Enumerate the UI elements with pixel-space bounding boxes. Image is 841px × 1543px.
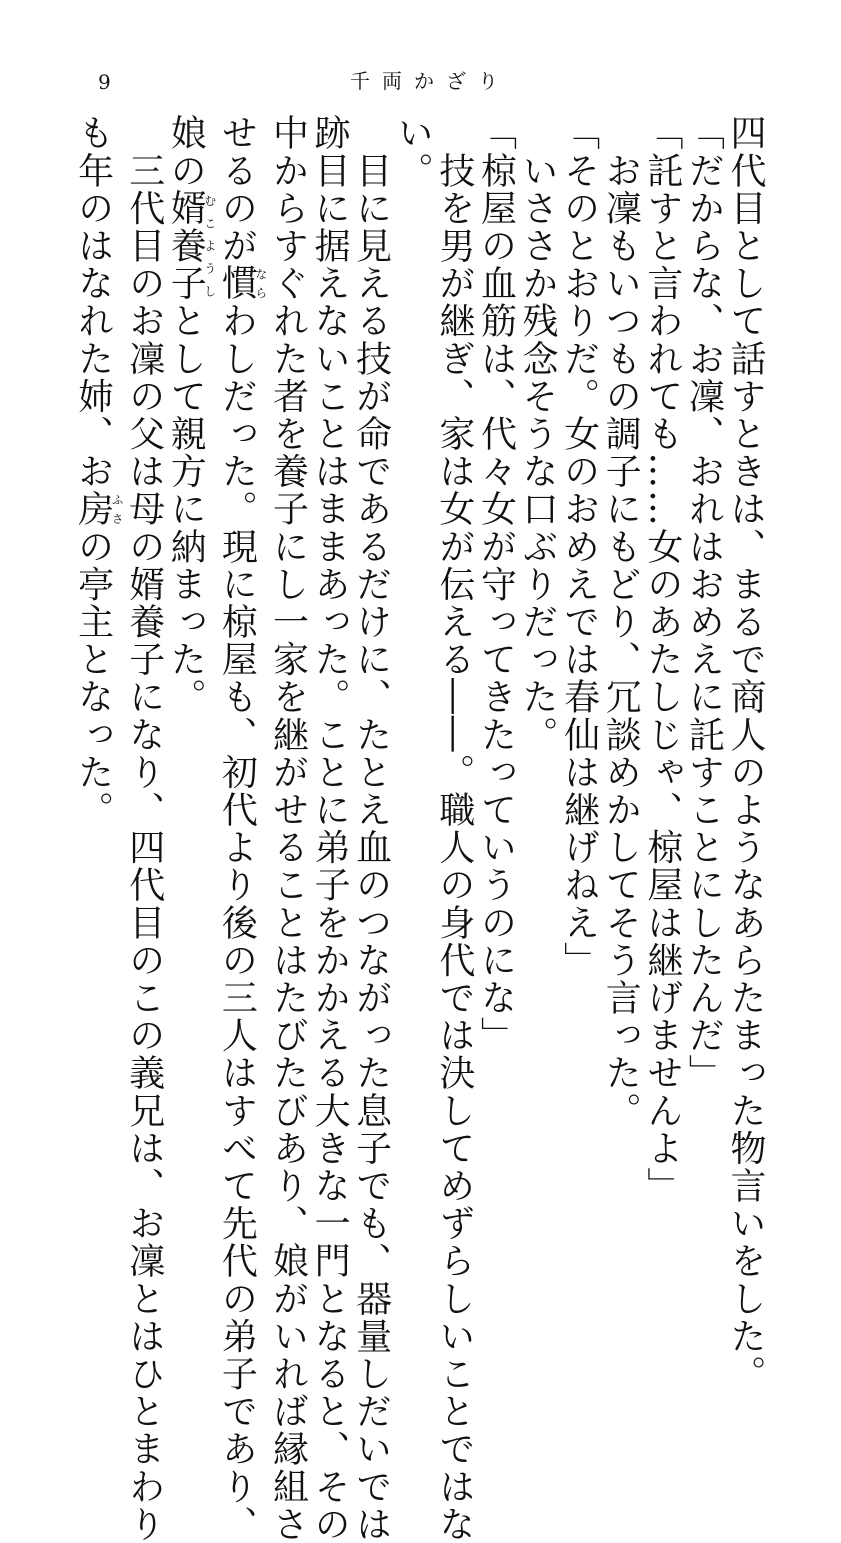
- ruby-reading: なら: [253, 264, 268, 302]
- text-line: 技を男が継ぎ、家は女が伝える――。職人の身代では決してめずらしいことではな: [433, 114, 475, 1543]
- ruby-reading: ふさ: [110, 490, 125, 528]
- body-text: [72, 114, 766, 1543]
- text-line: 「託すと言われても……女のあたしじゃ、椋屋は継げませんよ」: [641, 114, 683, 1205]
- text-line: 娘の婿養子むこようしとして親方に納まった。: [165, 114, 217, 716]
- text-line: 三代目のお凜の父は母の婿養子になり、四代目のこの義兄は、お凜とはひとまわり: [123, 114, 165, 1543]
- text-line: 「そのとおりだ。女のおめえでは春仙は継げねえ」: [558, 114, 600, 979]
- text-line: お凜もいつもの調子にもどり、冗談めかしてそう言った。: [600, 114, 642, 1130]
- page-number: 9: [98, 70, 111, 94]
- text-line: せるのが慣ならわしだった。現に椋屋も、初代より後の三人はすべて先代の弟子であり、: [216, 114, 268, 1543]
- text-line: いささか残念そうな口ぶりだった。: [517, 114, 559, 754]
- ruby-annotation: 慣なら: [216, 264, 268, 303]
- text-line: 「椋屋の血筋は、代々女が守ってきたっていうのにな」: [475, 114, 517, 1054]
- running-title: 千両かざり: [350, 69, 510, 93]
- text-line: 跡目に据えないことはままあった。ことに弟子をかかえる大きな一門となると、その: [309, 114, 351, 1543]
- text-line: 四代目として話すときは、まるで商人のようなあらたまった物言いをした。: [725, 114, 766, 1393]
- text-line: も年のはなれた姉、お房ふさの亭主となった。: [72, 114, 125, 829]
- ruby-annotation: 婿養子むこようし: [165, 189, 217, 303]
- ruby-reading: むこようし: [202, 189, 217, 303]
- text-line: 中からすぐれた者を養子にし一家を継がせることはたびたびあり、娘がいれば縁組さ: [267, 114, 309, 1543]
- text-line: 「だからな、お凜、おれはおめえに託すことにしたんだ」: [683, 114, 725, 1092]
- text-line: 目に見える技が命であるだけに、たとえ血のつながった息子でも、器量しだいでは: [350, 114, 392, 1543]
- text-line: い。: [392, 114, 434, 190]
- ruby-annotation: 房ふさ: [72, 490, 125, 528]
